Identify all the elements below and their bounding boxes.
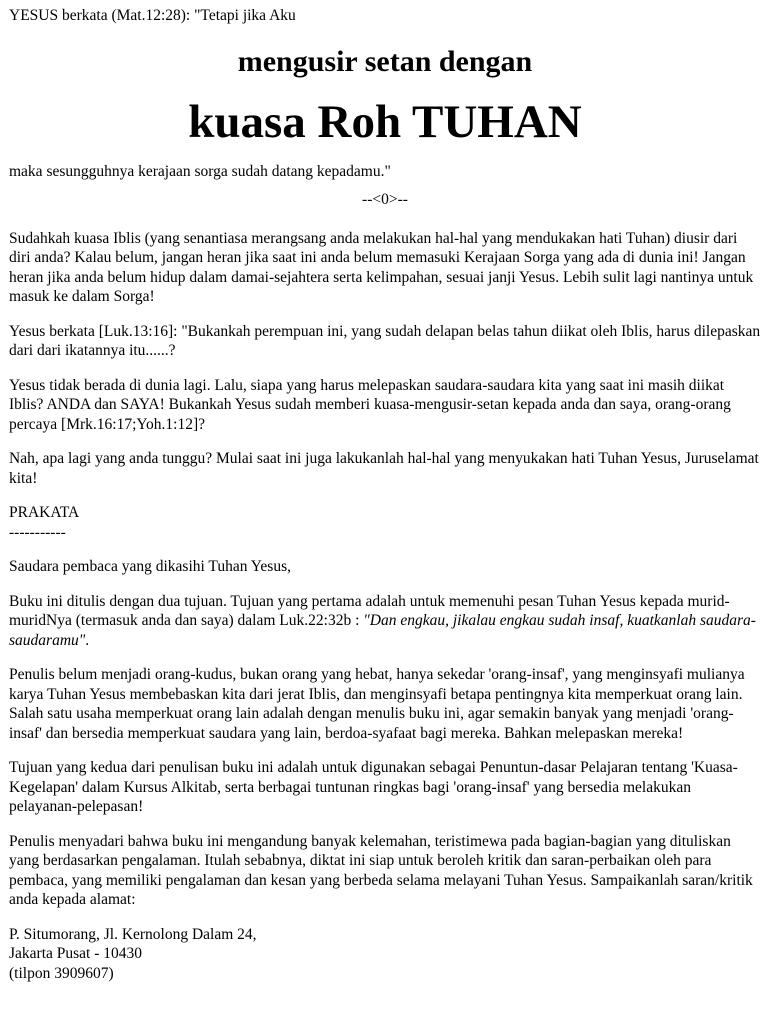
prakata-p1-text: Buku ini ditulis dengan dua tujuan. Tujuan yang pertama adalah untuk memenuhi pesan Tuhan Yesus kepada murid-muridNya (termasuk anda dan saya) dalam Luk.22:32b : — [9, 592, 730, 629]
prakata-paragraph-4: Penulis menyadari bahwa buku ini mengandung banyak kelemahan, teristimewa pada bagian-bagian yang dituliskan yang berdasarkan pengalaman. Itulah sebabnya, diktat ini siap untuk beroleh kritik dan saran-perbaikan oleh para pembaca, yang memiliki pengalaman dan kesan yang berbeda selama melayani Tuhan Yesus. Sampaikanlah saran/kritik anda kepada alamat: — [9, 832, 753, 908]
prakata-paragraph-2: Penulis belum menjadi orang-kudus, bukan orang yang hebat, hanya sekedar 'orang-insaf', yang menginsyafi mulianya karya Tuhan Yesus membebaskan kita dari jerat Iblis, dan menginsyafi betapa pentingnya kita memperkuat orang lain. Salah satu usaha memperkuat orang lain adalah dengan menulis buku ini, agar semakin banyak yang menjadi 'orang-insaf' dan bersedia memperkuat saudara yang lain, berdoa-syafaat bagi mereka. Bahkan melepaskan mereka! — [9, 666, 745, 742]
address-line-2: Jakarta Pusat - 10430 — [9, 945, 143, 962]
prakata-paragraph-3: Tujuan yang kedua dari penulisan buku ini adalah untuk digunakan sebagai Penuntun-dasar Pelajaran tentang 'Kuasa-Kegelapan' dalam Kursus Alkitab, serta berbagai tuntunan ringkas bagi 'orang-insaf' yang bersedia melakukan pelayanan-pelepasan! — [9, 759, 738, 815]
paragraph-4: Nah, apa lagi yang anda tunggu? Mulai saat ini juga lakukanlah hal-hal yang menyukakan hati Tuhan Yesus, Juruselamat kita! — [9, 450, 759, 487]
document-page — [9, 6, 761, 983]
separator: --<0>-- — [362, 191, 408, 208]
paragraph-1: Sudahkah kuasa Iblis (yang senantiasa merangsang anda melakukan hal-hal yang mendukakan hati Tuhan) diusir dari diri anda? Kalau belum, jangan heran jika saat ini anda belum memasuki Kerajaan Sorga yang ada di dunia ini! Jangan heran jika anda belum hidup dalam damai-sejahtera serta kelimpahan, sesuai janji Yesus. Lebih sulit lagi nantinya untuk masuk ke dalam Sorga! — [9, 229, 754, 305]
address-line-3: (tilpon 3909607) — [9, 964, 114, 982]
heading-line-2: kuasa Roh TUHAN — [188, 95, 582, 148]
greeting: Saudara pembaca yang dikasihi Tuhan Yesus, — [9, 558, 291, 575]
address-line-1: P. Situmorang, Jl. Kernolong Dalam 24, — [9, 925, 257, 943]
prakata-underline: ----------- — [9, 523, 66, 541]
paragraph-3: Yesus tidak berada di dunia lagi. Lalu, siapa yang harus melepaskan saudara-saudara kita yang saat ini masih diikat Iblis? ANDA dan SAYA! Bukankah Yesus sudah memberi kuasa-mengusir-setan kepada anda dan saya, orang-orang percaya [Mrk.16:17;Yoh.1:12]? — [9, 376, 731, 433]
prakata-p1-end: . — [85, 631, 90, 649]
prakata-title: PRAKATA — [9, 504, 80, 521]
heading-line-1: mengusir setan dengan — [237, 44, 533, 78]
intro-line: YESUS berkata (Mat.12:28): "Tetapi jika Aku — [9, 7, 296, 24]
prakata-p1-quote: "Dan engkau, jikalau engkau sudah insaf, kuatkanlah saudara-saudaramu" — [9, 612, 756, 649]
prakata-paragraph-1 — [9, 592, 761, 651]
outro-line: maka sesungguhnya kerajaan sorga sudah datang kepadamu." — [9, 162, 391, 180]
paragraph-2: Yesus berkata [Luk.13:16]: "Bukankah perempuan ini, yang sudah delapan belas tahun diikat oleh Iblis, harus dilepaskan dari dari ikatannya itu......? — [9, 322, 761, 359]
